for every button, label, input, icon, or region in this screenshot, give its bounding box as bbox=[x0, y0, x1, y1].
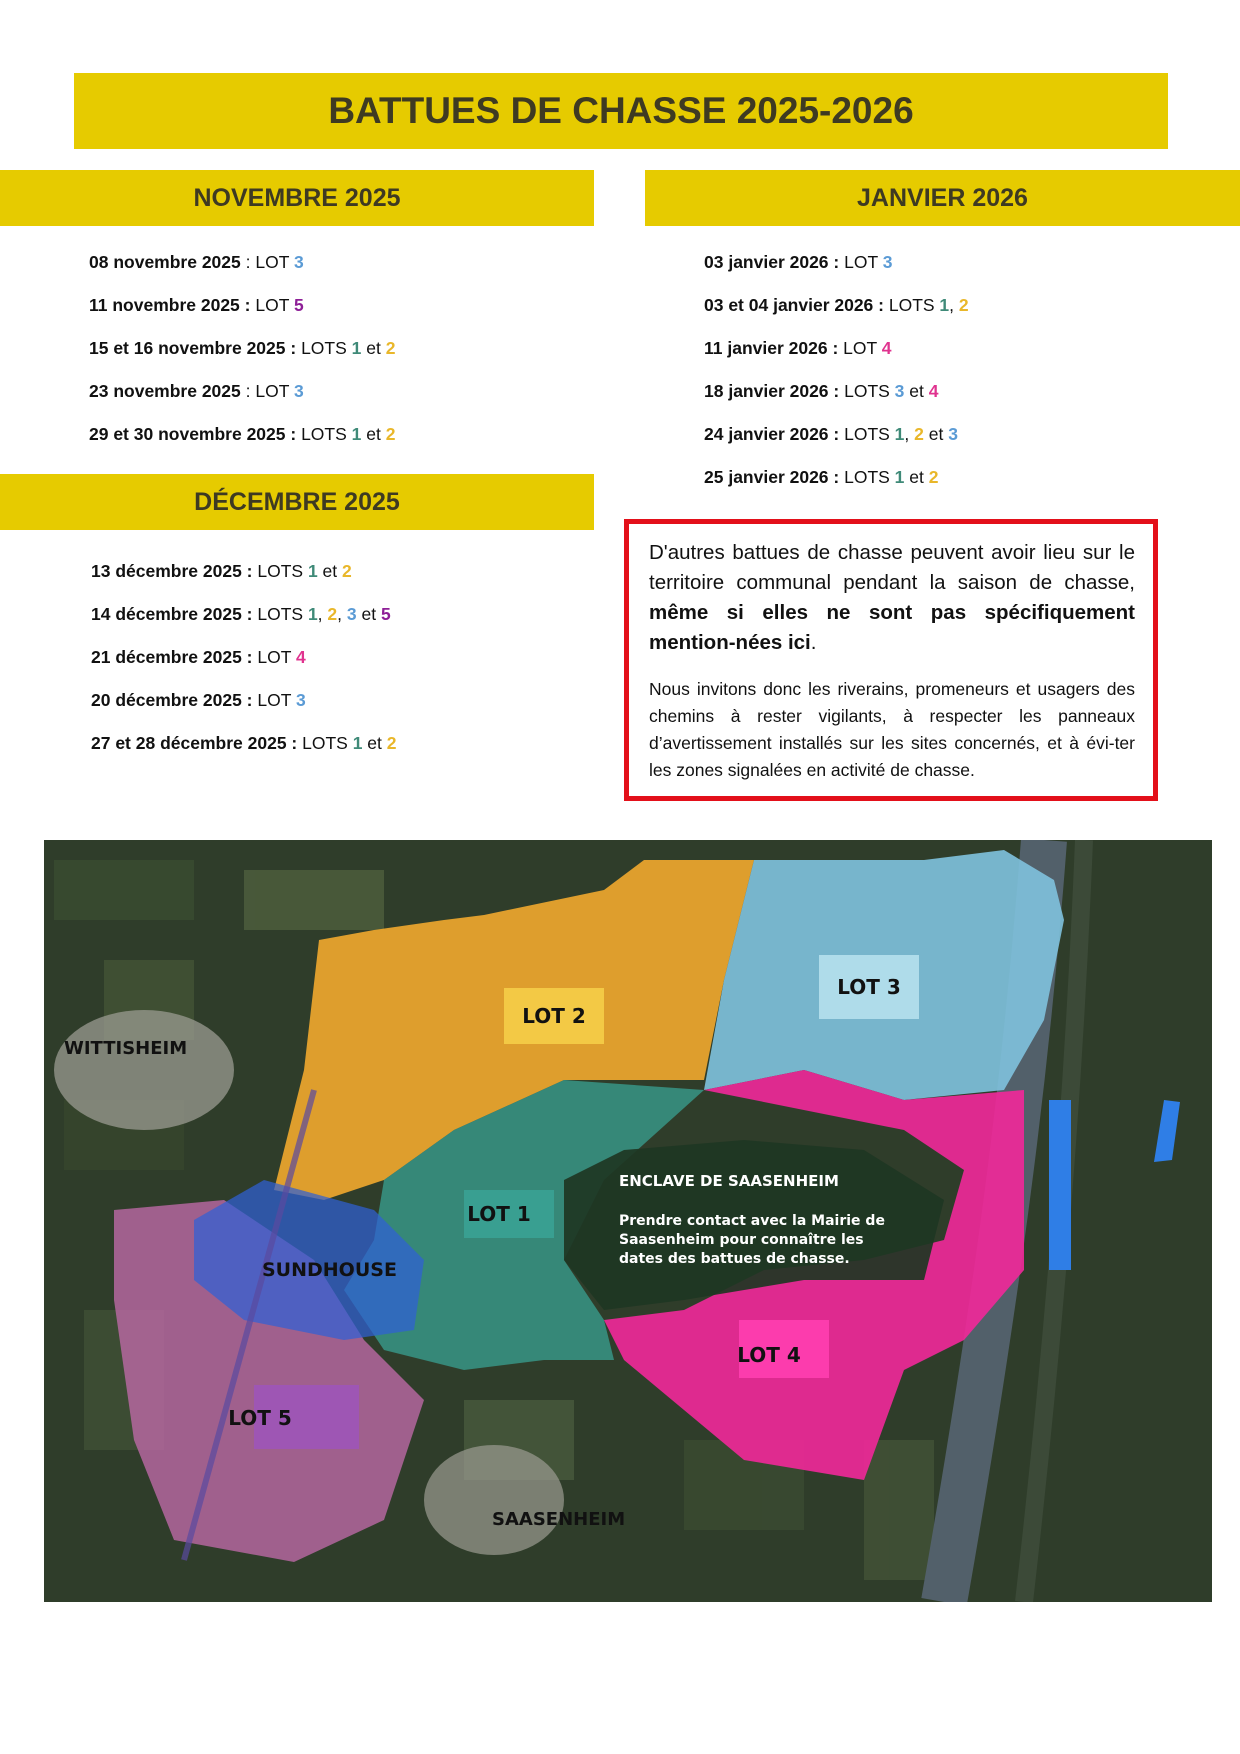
lot-3-label: LOT 3 bbox=[837, 975, 901, 999]
water-strip bbox=[1049, 1100, 1071, 1270]
enclave-line-2: Saasenheim pour connaître les bbox=[619, 1232, 864, 1248]
lot-5-label: LOT 5 bbox=[228, 1406, 292, 1430]
month-heading-decembre: DÉCEMBRE 2025 bbox=[0, 474, 594, 530]
notice-box bbox=[624, 519, 1158, 801]
enclave-line-3: dates des battues de chasse. bbox=[619, 1251, 850, 1267]
list-item: 29 et 30 novembre 2025 : LOTS 1 et 2 bbox=[89, 424, 396, 444]
hunting-lots-map bbox=[44, 840, 1212, 1602]
enclave-line-1: Prendre contact avec la Mairie de bbox=[619, 1213, 885, 1229]
list-item: 13 décembre 2025 : LOTS 1 et 2 bbox=[91, 561, 352, 581]
notice-paragraph-2: Nous invitons donc les riverains, promeneurs et usagers des chemins à rester vigilants, à respecter les panneaux d’avertissement installés sur les sites concernés, et à évi-ter les zones signalées en activité de chasse. bbox=[649, 679, 1135, 780]
list-item: 21 décembre 2025 : LOT 4 bbox=[91, 647, 306, 667]
list-item: 11 janvier 2026 : LOT 4 bbox=[704, 338, 892, 358]
wittisheim-label: WITTISHEIM bbox=[64, 1038, 188, 1059]
list-item: 11 novembre 2025 : LOT 5 bbox=[89, 295, 304, 315]
list-item: 03 janvier 2026 : LOT 3 bbox=[704, 252, 893, 272]
lot-4-label: LOT 4 bbox=[737, 1343, 801, 1367]
lot-1-label: LOT 1 bbox=[467, 1202, 531, 1226]
dates-list-decembre bbox=[91, 550, 396, 765]
list-item: 23 novembre 2025 : LOT 3 bbox=[89, 381, 304, 401]
lot-2-label: LOT 2 bbox=[522, 1004, 586, 1028]
sundhouse-label: SUNDHOUSE bbox=[262, 1259, 397, 1281]
list-item: 27 et 28 décembre 2025 : LOTS 1 et 2 bbox=[91, 733, 397, 753]
list-item: 03 et 04 janvier 2026 : LOTS 1, 2 bbox=[704, 295, 969, 315]
list-item: 15 et 16 novembre 2025 : LOTS 1 et 2 bbox=[89, 338, 396, 358]
wittisheim-village bbox=[54, 1010, 234, 1130]
enclave-title: ENCLAVE DE SAASENHEIM bbox=[619, 1172, 839, 1190]
list-item: 18 janvier 2026 : LOTS 3 et 4 bbox=[704, 381, 939, 401]
saasenheim-label: SAASENHEIM bbox=[492, 1509, 626, 1530]
list-item: 08 novembre 2025 : LOT 3 bbox=[89, 252, 304, 272]
month-heading-novembre: NOVEMBRE 2025 bbox=[0, 170, 594, 226]
month-heading-janvier: JANVIER 2026 bbox=[645, 170, 1240, 226]
list-item: 14 décembre 2025 : LOTS 1, 2, 3 et 5 bbox=[91, 604, 391, 624]
list-item: 25 janvier 2026 : LOTS 1 et 2 bbox=[704, 467, 939, 487]
dates-list-janvier bbox=[704, 241, 969, 499]
notice-paragraph-1: D'autres battues de chasse peuvent avoir lieu sur le territoire communal pendant la saison de chasse, même si elles ne sont pas spécifiquement mention-nées ici. bbox=[649, 541, 1135, 654]
page-title: BATTUES DE CHASSE 2025-2026 bbox=[74, 73, 1168, 149]
list-item: 24 janvier 2026 : LOTS 1, 2 et 3 bbox=[704, 424, 958, 444]
list-item: 20 décembre 2025 : LOT 3 bbox=[91, 690, 306, 710]
saasenheim-village bbox=[424, 1445, 564, 1555]
dates-list-novembre bbox=[89, 241, 395, 456]
